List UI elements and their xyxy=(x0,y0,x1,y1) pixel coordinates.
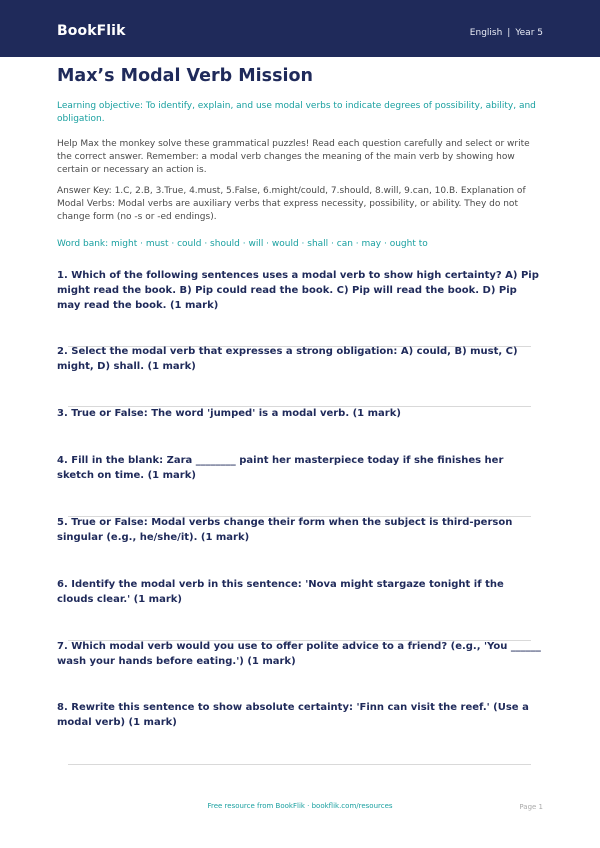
intro-text: Help Max the monkey solve these grammatical puzzles! Read each question carefully and select or write the correct answer. Remember: a modal verb changes the meaning of the main verb by showing how certain or necessary an action is. xyxy=(57,139,530,175)
question-1: 1. Which of the following sentences uses a modal verb to show high certainty? A) Pip might read the book. B) Pip could read the book. C) Pip will read the book. D) Pip may read the book. (1 mark) xyxy=(57,270,539,311)
answer-key: Answer Key: 1.C, 2.B, 3.True, 4.must, 5.False, 6.might/could, 7.should, 8.will, 9.can, 10.B. Explanation of Modal Verbs: Modal verbs are auxiliary verbs that express necessity, possibility, or ability. They do not change form (no -s or -ed endings). xyxy=(57,186,526,222)
footer-note[interactable]: Free resource from BookFlik · bookflik.com/resources xyxy=(207,802,393,810)
meta-separator: | xyxy=(507,28,511,38)
subject-label: English xyxy=(469,28,503,38)
page-number: Page 1 xyxy=(519,803,543,811)
question-3: 3. True or False: The word 'jumped' is a modal verb. (1 mark) xyxy=(57,408,401,419)
page-title: Max’s Modal Verb Mission xyxy=(57,66,313,86)
word-bank: Word bank: might · must · could · should · will · would · shall · can · may · ought to xyxy=(57,239,428,249)
header-meta xyxy=(470,28,543,38)
question-2: 2. Select the modal verb that expresses a strong obligation: A) could, B) must, C) might, D) shall. (1 mark) xyxy=(57,346,518,372)
question-8: 8. Rewrite this sentence to show absolute certainty: 'Finn can visit the reef.' (Use a modal verb) (1 mark) xyxy=(57,702,529,728)
answer-line-8[interactable] xyxy=(68,764,531,765)
header-bar xyxy=(0,0,600,57)
brand-logo[interactable]: BookFlik xyxy=(57,23,126,39)
question-5: 5. True or False: Modal verbs change their form when the subject is third-person singular (e.g., he/she/it). (1 mark) xyxy=(57,517,513,543)
question-4: 4. Fill in the blank: Zara ________ paint her masterpiece today if she finishes her sketch on time. (1 mark) xyxy=(57,455,504,481)
question-7: 7. Which modal verb would you use to offer polite advice to a friend? (e.g., 'You ______ wash your hands before eating.') (1 mark) xyxy=(57,641,541,667)
learning-objective: Learning objective: To identify, explain, and use modal verbs to indicate degrees of possibility, ability, and obligation. xyxy=(57,101,536,124)
year-label: Year 5 xyxy=(515,28,543,38)
question-6: 6. Identify the modal verb in this sentence: 'Nova might stargaze tonight if the clouds clear.' (1 mark) xyxy=(57,579,504,605)
